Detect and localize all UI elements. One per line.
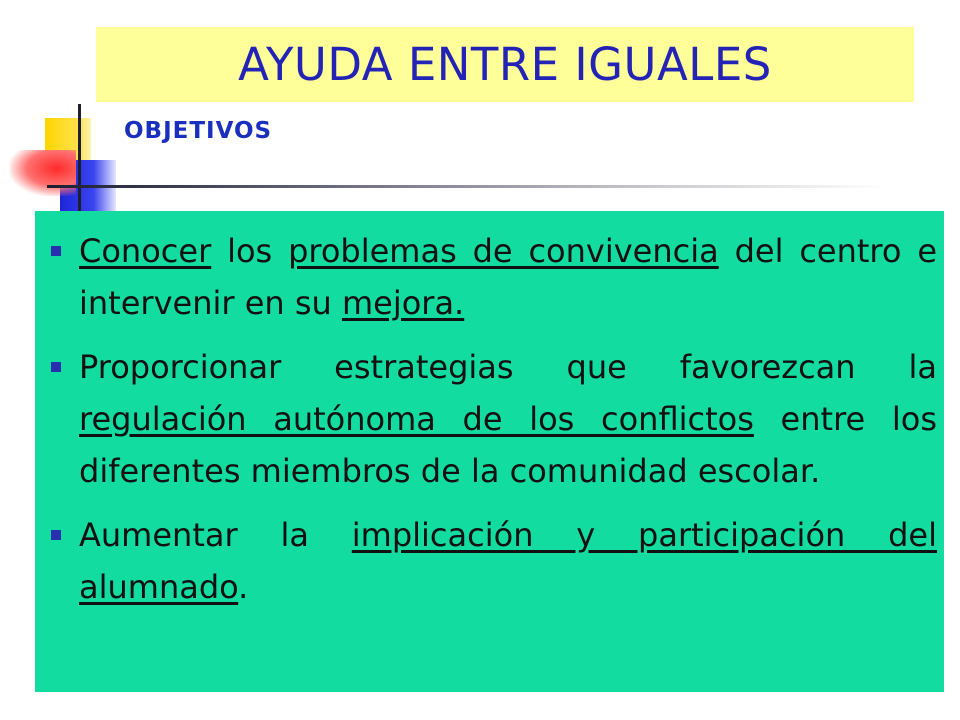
objective-text: Conocer [79, 232, 212, 270]
square-bullet-icon [51, 246, 61, 256]
objective-text: Proporcionar estrategias que favorezcan la [79, 348, 937, 386]
square-bullet-icon [51, 530, 61, 540]
objective-item [79, 509, 937, 613]
objective-text: . [238, 568, 249, 606]
objective-item [79, 341, 937, 497]
objective-text: regulación autónoma de los conflictos [79, 400, 754, 438]
slide-title: AYUDA ENTRE IGUALES [238, 38, 772, 91]
decorative-vertical-line [78, 104, 81, 212]
objective-text: implicación y participación del alumnado [79, 516, 938, 606]
square-bullet-icon [51, 362, 61, 372]
objective-text: problemas de convivencia [288, 232, 719, 270]
decorative-red-square [10, 150, 76, 196]
decorative-horizontal-line [47, 185, 887, 188]
objective-text: los [211, 232, 289, 270]
objective-text: entre los diferentes miembros de la comunidad escolar. [79, 400, 937, 490]
slide-subtitle: OBJETIVOS [124, 118, 273, 144]
objective-item [79, 225, 937, 329]
objective-text: del centro e intervenir en su [79, 232, 938, 322]
objectives-panel [35, 211, 944, 692]
objective-text: Aumentar la [79, 516, 352, 554]
objectives-list [79, 225, 937, 625]
objective-text: mejora. [341, 284, 465, 322]
